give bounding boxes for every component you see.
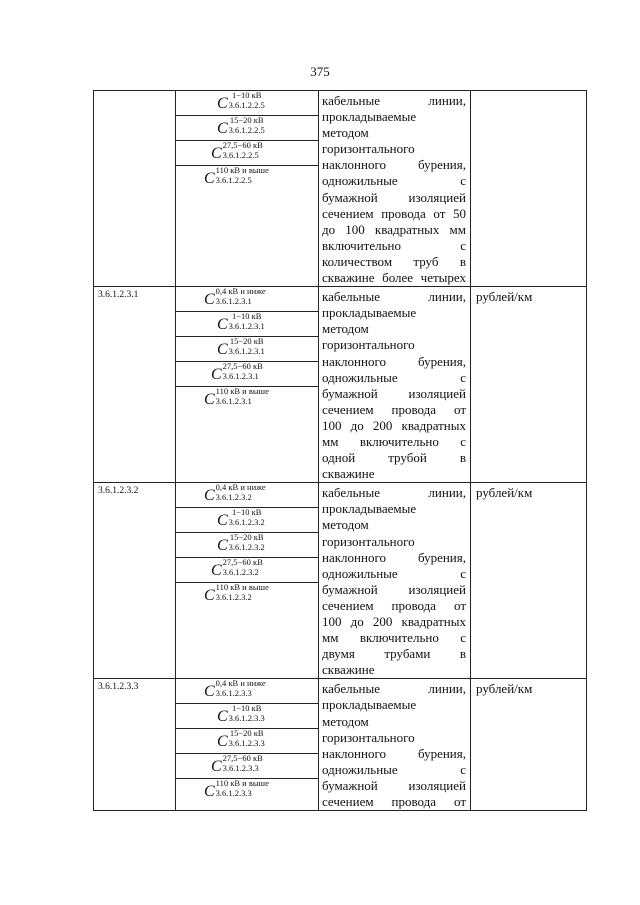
description-cell: [319, 91, 471, 287]
description-line: методом: [322, 517, 369, 533]
description-cell: [319, 679, 471, 811]
description-line: 100 до 200 квадратных: [322, 614, 466, 629]
description-line: сечением провода от: [322, 794, 466, 810]
description-line: одной трубой в: [322, 450, 466, 466]
description-line: скважине: [322, 662, 375, 678]
unit-cell: рублей/км: [471, 483, 587, 679]
description-line: горизонтального: [322, 729, 415, 745]
voltage-class: 110 кВ и выше: [215, 165, 269, 175]
description-line: горизонтального: [322, 337, 415, 353]
rate-symbol-letter: C: [204, 587, 215, 605]
description-line: кабельные линии,: [322, 289, 466, 305]
rate-symbol-letter: C: [211, 366, 222, 384]
rate-symbol-letter: C: [204, 783, 215, 801]
description-cell: [319, 483, 471, 679]
rate-index: 3.6.1.2.3.2: [222, 567, 259, 578]
rate-symbols-cell: [176, 91, 319, 287]
description-line: горизонтального: [322, 141, 415, 157]
item-code: [94, 91, 176, 287]
voltage-class: 27,5−60 кВ: [222, 557, 263, 568]
rate-symbol-letter: C: [211, 145, 222, 162]
description-line: сечением провода от: [322, 401, 466, 417]
description-line: одножильные с: [322, 761, 466, 777]
description-line: прокладываемые: [322, 109, 417, 125]
description-line: методом: [322, 125, 369, 141]
rate-symbol-letter: C: [204, 291, 215, 309]
description-line: кабельные линии,: [322, 485, 466, 501]
description-line: сечением провода от 50: [322, 205, 466, 221]
description-line: мм включительно с: [322, 433, 466, 449]
voltage-class: 110 кВ и выше: [215, 386, 269, 397]
description-line: количеством труб в: [322, 253, 466, 269]
rate-symbol: [176, 166, 318, 191]
tariff-table-body: [94, 91, 587, 811]
description-line: методом: [322, 713, 369, 729]
rate-index: 3.6.1.2.3.2: [215, 592, 252, 603]
voltage-class: 1−10 кВ: [232, 703, 262, 714]
rate-symbol-letter: C: [217, 120, 228, 137]
table-row: [94, 483, 587, 679]
description-line: бумажной изоляцией: [322, 385, 466, 401]
rate-index: 3.6.1.2.2.5: [228, 100, 265, 110]
rate-symbol: [176, 362, 318, 387]
rate-index: 3.6.1.2.3.1: [215, 296, 252, 307]
rate-symbol-letter: C: [217, 316, 228, 334]
rate-index: 3.6.1.2.2.5: [222, 150, 259, 160]
rate-symbol: [176, 141, 318, 166]
rate-symbol: [176, 508, 318, 533]
description-line: скважине: [322, 466, 375, 482]
description-line: методом: [322, 321, 369, 337]
rate-symbol: [176, 387, 318, 412]
table-row: [94, 287, 587, 483]
item-code: 3.6.1.2.3.3: [94, 679, 176, 811]
description-cell: [319, 287, 471, 483]
voltage-class: 27,5−60 кВ: [222, 361, 263, 372]
voltage-class: 110 кВ и выше: [215, 778, 269, 789]
rate-index: 3.6.1.2.3.1: [222, 371, 259, 382]
rate-symbol: [176, 679, 318, 704]
rate-symbol: [176, 483, 318, 508]
voltage-class: 15−20 кВ: [229, 115, 264, 125]
description-line: сечением провода от: [322, 597, 466, 613]
rate-index: 3.6.1.2.3.2: [215, 492, 252, 503]
rate-symbol: [176, 779, 318, 804]
rate-index: 3.6.1.2.3.1: [215, 396, 252, 407]
rate-symbols-cell: [176, 287, 319, 483]
rate-symbol: [176, 558, 318, 583]
rate-symbol: [176, 91, 318, 116]
rate-symbol-letter: C: [217, 708, 228, 726]
rate-symbol-letter: C: [211, 562, 222, 580]
rate-index: 3.6.1.2.3.3: [215, 788, 252, 799]
description-line: одножильные с: [322, 565, 466, 581]
rate-symbols-cell: [176, 679, 319, 811]
unit-cell: рублей/км: [471, 679, 587, 811]
rate-symbols-cell: [176, 483, 319, 679]
rate-index: 3.6.1.2.3.3: [228, 738, 265, 749]
voltage-class: 27,5−60 кВ: [222, 140, 263, 150]
description-line: одножильные с: [322, 173, 466, 189]
rate-symbol: [176, 312, 318, 337]
voltage-class: 1−10 кВ: [232, 311, 262, 322]
unit-cell: [471, 91, 587, 287]
description-line: до 100 квадратных мм: [322, 221, 466, 237]
rate-symbol-letter: C: [211, 758, 222, 776]
rate-symbol: [176, 704, 318, 729]
rate-symbol-letter: C: [204, 683, 215, 701]
description-line: наклонного бурения,: [322, 157, 466, 173]
description-line: прокладываемые: [322, 305, 417, 321]
rate-symbol-letter: C: [217, 95, 228, 112]
description-line: бумажной изоляцией: [322, 189, 466, 205]
rate-symbol-letter: C: [217, 512, 228, 530]
description-line: кабельные линии,: [322, 681, 466, 697]
description-line: включительно с: [322, 237, 466, 253]
rate-symbol-letter: C: [217, 537, 228, 555]
rate-symbol-letter: C: [217, 341, 228, 359]
description-line: наклонного бурения,: [322, 745, 466, 761]
voltage-class: 1−10 кВ: [232, 90, 262, 100]
description-line: бумажной изоляцией: [322, 581, 466, 597]
rate-symbol: [176, 583, 318, 608]
rate-index: 3.6.1.2.3.3: [222, 763, 259, 774]
voltage-class: 0,4 кВ и ниже: [215, 286, 266, 297]
rate-symbol-letter: C: [217, 733, 228, 751]
item-code: 3.6.1.2.3.2: [94, 483, 176, 679]
voltage-class: 15−20 кВ: [229, 532, 264, 543]
description-line: двумя трубами в: [322, 646, 466, 662]
unit-cell: рублей/км: [471, 287, 587, 483]
rate-symbol: [176, 754, 318, 779]
rate-symbol: [176, 337, 318, 362]
rate-index: 3.6.1.2.3.1: [228, 321, 265, 332]
description-line: прокладываемые: [322, 697, 417, 713]
description-line: кабельные линии,: [322, 93, 466, 108]
description-line: наклонного бурения,: [322, 549, 466, 565]
rate-symbol-letter: C: [204, 391, 215, 409]
item-code: 3.6.1.2.3.1: [94, 287, 176, 483]
voltage-class: 15−20 кВ: [229, 728, 264, 739]
rate-index: 3.6.1.2.3.2: [228, 517, 265, 528]
voltage-class: 1−10 кВ: [232, 507, 262, 518]
table-row: [94, 679, 587, 811]
voltage-class: 110 кВ и выше: [215, 582, 269, 593]
rate-index: 3.6.1.2.3.2: [228, 542, 265, 553]
rate-index: 3.6.1.2.3.1: [228, 346, 265, 357]
rate-symbol: [176, 729, 318, 754]
rate-symbol: [176, 533, 318, 558]
description-line: скважине более четырех: [322, 270, 466, 286]
description-line: мм включительно с: [322, 630, 466, 646]
rate-symbol-letter: C: [204, 170, 215, 187]
rate-index: 3.6.1.2.3.3: [215, 688, 252, 699]
voltage-class: 27,5−60 кВ: [222, 753, 263, 764]
rate-index: 3.6.1.2.2.5: [228, 125, 265, 135]
voltage-class: 0,4 кВ и ниже: [215, 678, 266, 689]
description-line: 100 до 200 квадратных: [322, 417, 466, 433]
rate-symbol: [176, 116, 318, 141]
voltage-class: 15−20 кВ: [229, 336, 264, 347]
description-line: горизонтального: [322, 533, 415, 549]
description-line: бумажной изоляцией: [322, 777, 466, 793]
page-number: 375: [310, 64, 330, 79]
rate-symbol: [176, 287, 318, 312]
tariff-table: [93, 90, 587, 811]
rate-symbol-letter: C: [204, 487, 215, 505]
rate-index: 3.6.1.2.2.5: [215, 175, 252, 185]
rate-index: 3.6.1.2.3.3: [228, 713, 265, 724]
description-line: прокладываемые: [322, 501, 417, 517]
description-line: одножильные с: [322, 369, 466, 385]
voltage-class: 0,4 кВ и ниже: [215, 482, 266, 493]
table-row: [94, 91, 587, 287]
description-line: наклонного бурения,: [322, 353, 466, 369]
